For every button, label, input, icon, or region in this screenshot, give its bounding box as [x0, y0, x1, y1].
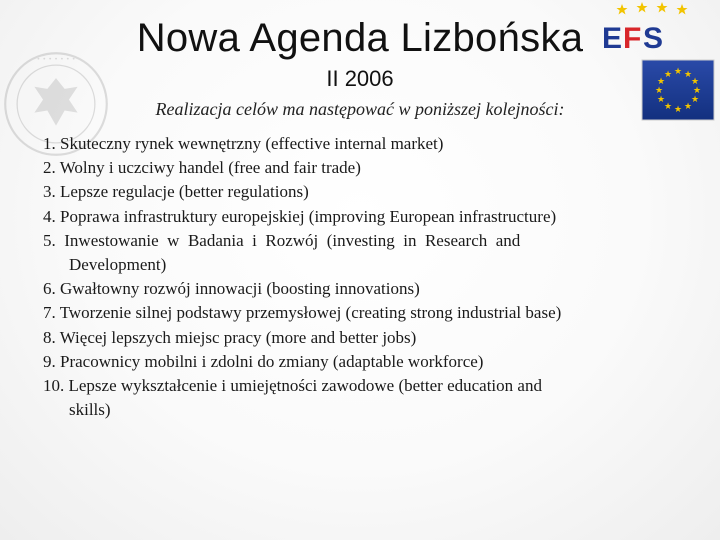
- slide-date: II 2006: [326, 66, 394, 91]
- svg-text:★: ★: [663, 102, 673, 112]
- svg-text:★: ★: [654, 86, 664, 96]
- list-item: 5. Inwestowanie w Badania i Rozwój (investing in Research and Development): [43, 229, 675, 277]
- list-item-continuation: skills): [69, 400, 111, 420]
- list-item: 6. Gwałtowny rozwój innowacji (boosting innovations): [43, 279, 420, 299]
- list-item: 1. Skuteczny rynek wewnętrzny (effective internal market): [43, 134, 444, 153]
- svg-text:★: ★: [690, 77, 700, 87]
- svg-text:★: ★: [673, 67, 683, 77]
- svg-text:★: ★: [663, 70, 673, 80]
- goals-list: [43, 132, 675, 422]
- svg-text:★: ★: [656, 95, 666, 105]
- svg-text:F: F: [623, 22, 642, 55]
- slide-title: Nowa Agenda Lizbońska: [136, 16, 584, 60]
- svg-text:S: S: [643, 22, 664, 55]
- svg-text:★: ★: [673, 105, 683, 115]
- list-item-continuation: Development): [69, 255, 167, 275]
- svg-text:★: ★: [692, 86, 702, 96]
- svg-text:E: E: [602, 22, 623, 55]
- list-item: 2. Wolny i uczciwy handel (free and fair trade): [43, 158, 361, 178]
- list-item: 10. Lepsze wykształcenie i umiejętności zawodowe (better education and skills): [43, 374, 675, 422]
- svg-text:★: ★: [683, 70, 693, 80]
- intro-text: Realizacja celów ma następować w poniższej kolejności:: [155, 99, 565, 119]
- svg-text:★: ★: [690, 95, 700, 105]
- list-item: 4. Poprawa infrastruktury europejskiej (improving European infrastructure): [43, 206, 557, 226]
- svg-text:★: ★: [683, 102, 693, 112]
- svg-text:★: ★: [656, 77, 666, 87]
- list-item: 8. Więcej lepszych miejsc pracy (more and better jobs): [43, 327, 417, 347]
- list-item: 9. Pracownicy mobilni i zdolni do zmiany (adaptable workforce): [43, 351, 484, 371]
- list-item: 7. Tworzenie silnej podstawy przemysłowej (creating strong industrial base): [43, 303, 562, 323]
- list-item: 3. Lepsze regulacje (better regulations): [43, 182, 309, 202]
- svg-text:• • • • • • •: • • • • • • •: [36, 54, 76, 63]
